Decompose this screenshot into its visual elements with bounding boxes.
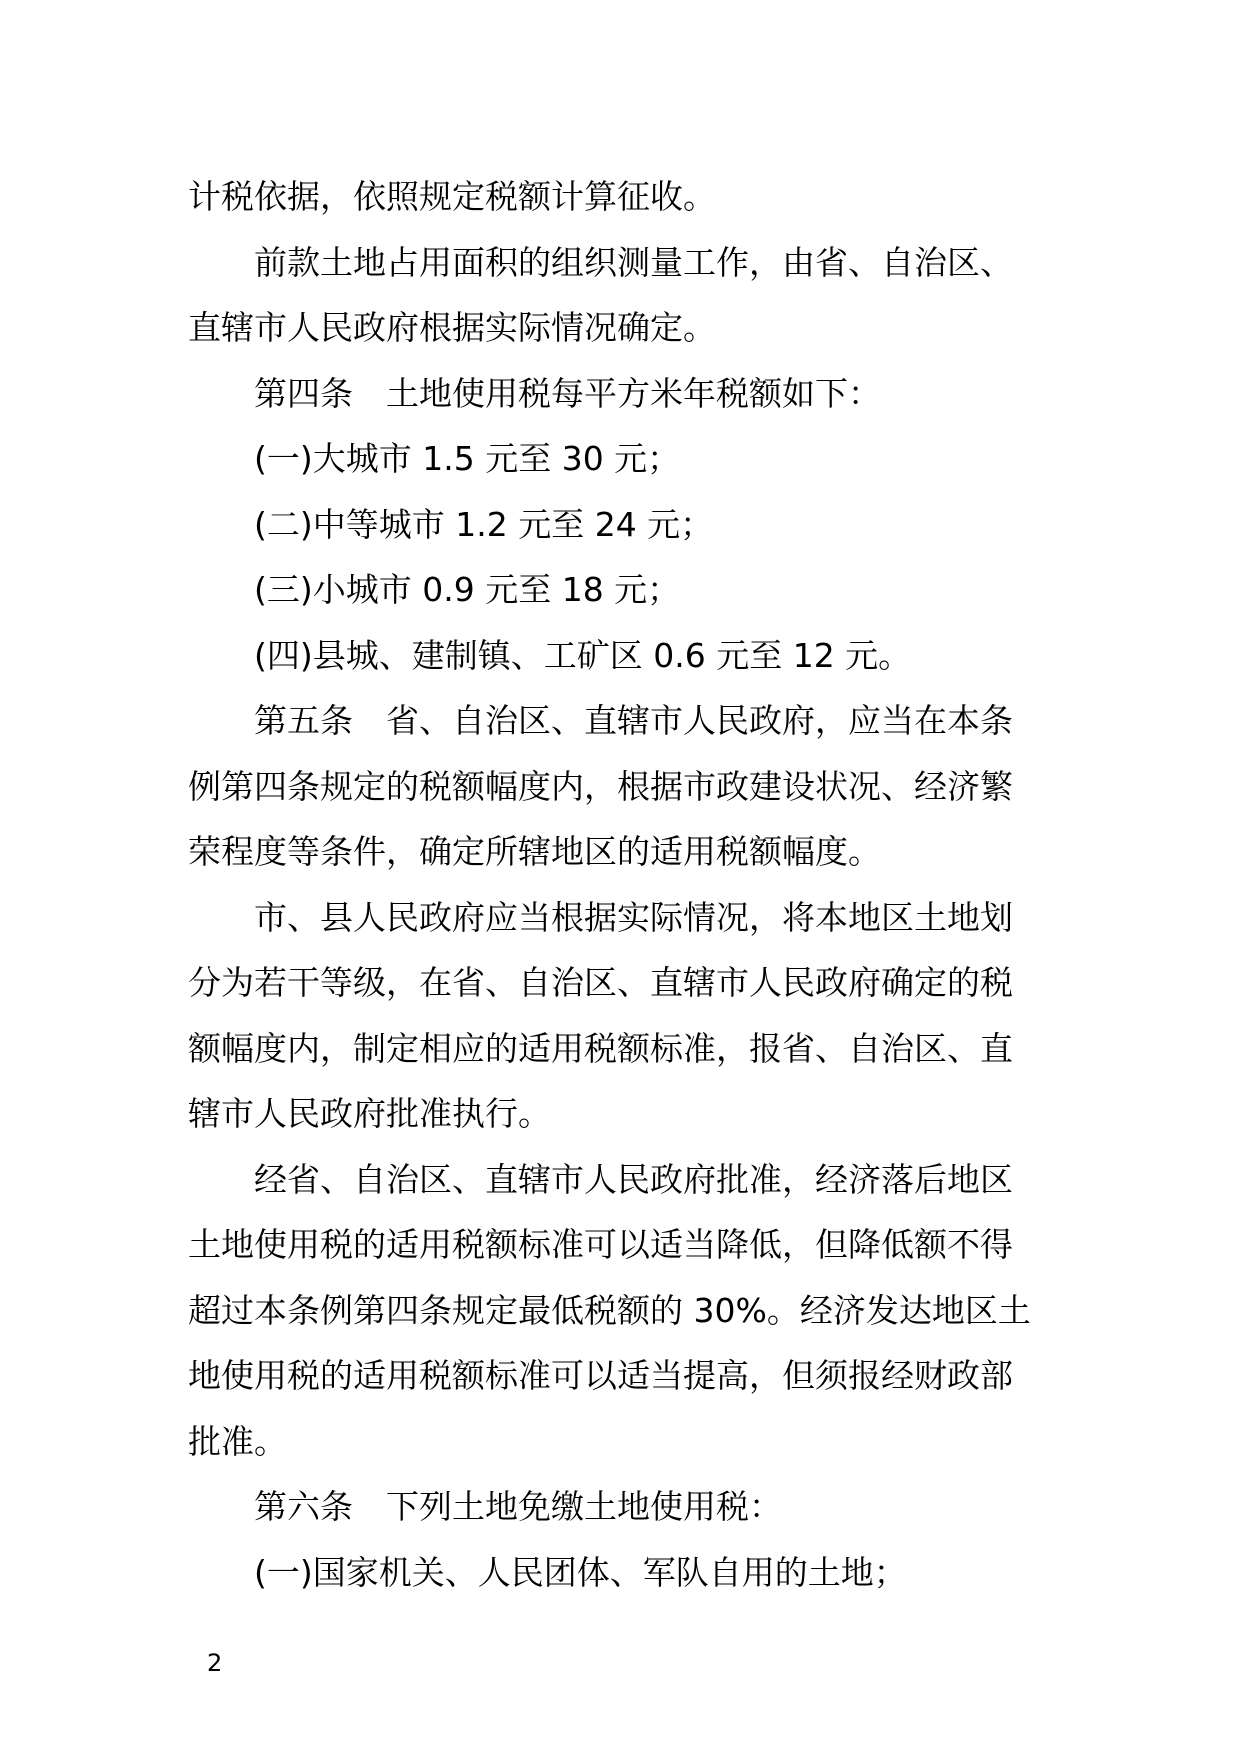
text-line: 第六条 下列土地免缴土地使用税： [254, 1487, 782, 1526]
text-line: 地使用税的适用税额标准可以适当提高，但须报经财政部 [188, 1356, 1013, 1395]
text-line: 分为若干等级，在省、自治区、直辖市人民政府确定的税 [188, 963, 1013, 1002]
text-line: 荣程度等条件，确定所辖地区的适用税额幅度。 [188, 832, 881, 871]
text-line: 第四条 土地使用税每平方米年税额如下： [254, 374, 881, 413]
text-line: 超过本条例第四条规定最低税额的 30%。经济发达地区土 [188, 1291, 1031, 1330]
text-line: 辖市人民政府批准执行。 [188, 1094, 551, 1133]
text-line: 前款土地占用面积的组织测量工作，由省、自治区、 [254, 243, 1013, 282]
list-item: (一)大城市 1.5 元至 30 元； [254, 439, 681, 478]
text-line: 直辖市人民政府根据实际情况确定。 [188, 308, 716, 347]
list-item: (四)县城、建制镇、工矿区 0.6 元至 12 元。 [254, 636, 912, 675]
list-item: (三)小城市 0.9 元至 18 元； [254, 570, 681, 609]
list-item: (一)国家机关、人民团体、军队自用的土地； [254, 1553, 907, 1592]
text-line: 土地使用税的适用税额标准可以适当降低，但降低额不得 [188, 1225, 1013, 1264]
text-line: 市、县人民政府应当根据实际情况，将本地区土地划 [254, 898, 1013, 937]
text-line: 第五条 省、自治区、直辖市人民政府，应当在本条 [254, 701, 1013, 740]
text-line: 批准。 [188, 1422, 287, 1461]
page-number: 2 [207, 1649, 223, 1677]
list-item: (二)中等城市 1.2 元至 24 元； [254, 505, 714, 544]
text-line: 额幅度内，制定相应的适用税额标准，报省、自治区、直 [188, 1029, 1013, 1068]
text-line: 例第四条规定的税额幅度内，根据市政建设状况、经济繁 [188, 767, 1013, 806]
text-line: 计税依据，依照规定税额计算征收。 [188, 177, 716, 216]
text-line: 经省、自治区、直辖市人民政府批准，经济落后地区 [254, 1160, 1013, 1199]
